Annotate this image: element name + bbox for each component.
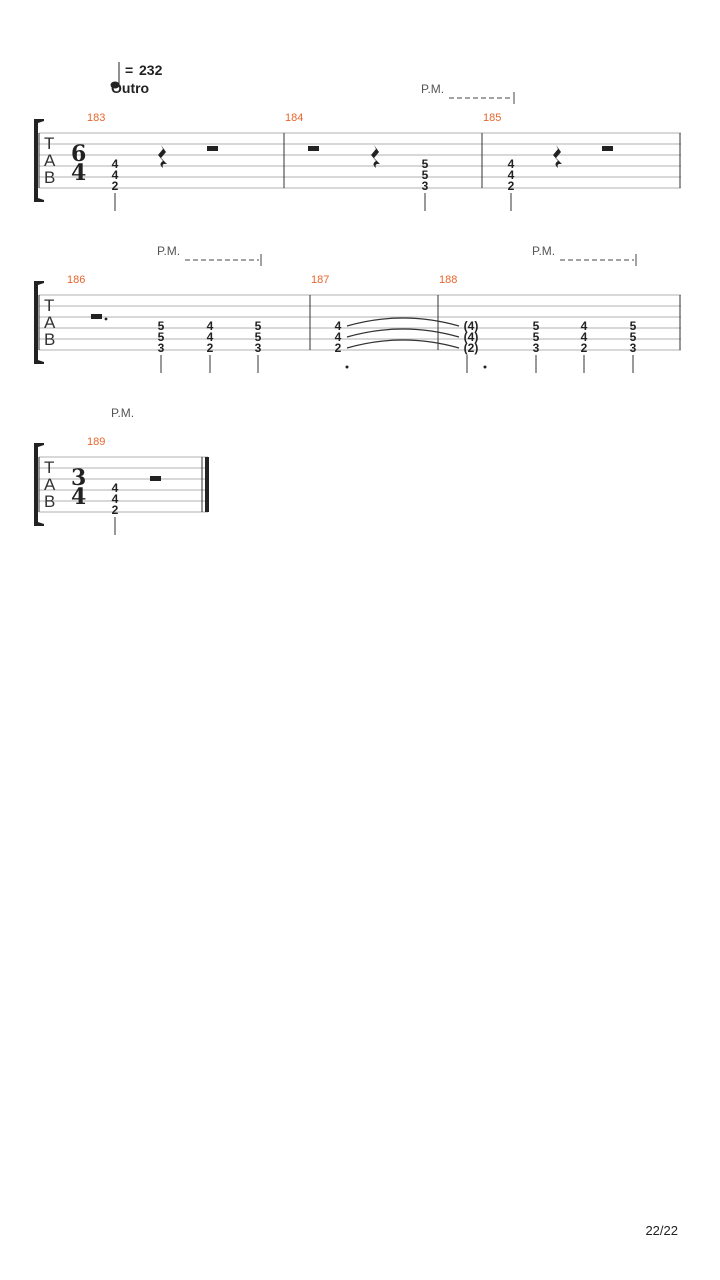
fret-number: 4 — [111, 481, 119, 495]
tab-letter-t: T — [44, 296, 55, 315]
tab-letter-a: A — [44, 151, 56, 170]
staff-lines — [39, 457, 208, 512]
fret-number: 4 — [206, 319, 214, 333]
tab-letter-a: A — [44, 313, 56, 332]
time-signature-numerator: 3 — [71, 465, 87, 491]
fret-number: 5 — [629, 319, 637, 333]
section-label: Outro — [111, 80, 150, 96]
fret-number: 2 — [334, 341, 342, 355]
tied-fret-number: (2) — [463, 341, 479, 355]
fret-number: 2 — [507, 179, 515, 193]
tab-letter-t: T — [44, 458, 55, 477]
fret-number: 4 — [334, 319, 342, 333]
quarter-rest-icon — [158, 145, 167, 168]
dotted-half-rest-icon — [91, 314, 102, 319]
palm-mute-label: P.M. — [157, 244, 181, 258]
fret-number: 2 — [111, 179, 119, 193]
page-number: 22/22 — [645, 1223, 678, 1238]
rest-dot — [105, 318, 108, 321]
fret-number: 2 — [206, 341, 214, 355]
palm-mute-label: P.M. — [532, 244, 556, 258]
fret-number: 4 — [111, 157, 119, 171]
fret-number: 4 — [334, 330, 342, 344]
tab-letter-b: B — [44, 330, 56, 349]
fret-number: 5 — [421, 157, 429, 171]
fret-number: 4 — [206, 330, 214, 344]
tie — [347, 340, 459, 348]
half-rest-icon — [150, 476, 161, 481]
fret-number: 3 — [157, 341, 165, 355]
fret-number: 5 — [629, 330, 637, 344]
fret-number: 5 — [157, 319, 165, 333]
duration-dot — [346, 366, 349, 369]
system-2 — [34, 244, 681, 373]
fret-number: 5 — [157, 330, 165, 344]
fret-number: 2 — [111, 503, 119, 517]
staff-lines — [39, 133, 681, 188]
fret-number: 3 — [629, 341, 637, 355]
quarter-rest-icon — [553, 145, 562, 168]
fret-number: 4 — [507, 157, 515, 171]
measure-number: 189 — [87, 436, 106, 448]
fret-number: 4 — [580, 330, 588, 344]
fret-number: 4 — [111, 168, 119, 182]
fret-number: 3 — [254, 341, 262, 355]
tab-letter-t: T — [44, 134, 55, 153]
tie — [347, 329, 459, 337]
measure-number: 185 — [483, 112, 502, 124]
measure-number: 184 — [285, 112, 304, 124]
tab-letter-a: A — [44, 475, 56, 494]
fret-number: 5 — [421, 168, 429, 182]
fret-number: 5 — [532, 319, 540, 333]
half-rest-icon — [602, 146, 613, 151]
measure-number: 186 — [67, 274, 86, 286]
tied-fret-number: (4) — [463, 330, 479, 344]
tab-letter-b: B — [44, 492, 56, 511]
time-signature-denominator: 4 — [71, 160, 87, 186]
fret-number: 3 — [421, 179, 429, 193]
fret-number: 4 — [507, 168, 515, 182]
tempo-bpm: 232 — [139, 62, 163, 78]
tempo-equals: = — [125, 62, 134, 78]
tied-fret-number: (4) — [463, 319, 479, 333]
half-rest-icon — [207, 146, 218, 151]
system-3 — [34, 406, 209, 535]
fret-number: 5 — [254, 319, 262, 333]
tab-letter-b: B — [44, 168, 56, 187]
fret-number: 2 — [580, 341, 588, 355]
time-signature-numerator: 6 — [71, 141, 87, 167]
tie — [347, 318, 459, 326]
fret-number: 5 — [254, 330, 262, 344]
fret-number: 4 — [580, 319, 588, 333]
quarter-rest-icon — [371, 145, 380, 168]
system-1 — [34, 82, 681, 211]
half-rest-icon — [308, 146, 319, 151]
duration-dot — [484, 366, 487, 369]
time-signature-denominator: 4 — [71, 484, 87, 510]
fret-number: 5 — [532, 330, 540, 344]
palm-mute-label: P.M. — [111, 406, 135, 420]
measure-number: 187 — [311, 274, 330, 286]
measure-number: 188 — [439, 274, 458, 286]
fret-number: 4 — [111, 492, 119, 506]
final-barline-thick — [205, 457, 209, 512]
fret-number: 3 — [532, 341, 540, 355]
palm-mute-label: P.M. — [421, 82, 445, 96]
measure-number: 183 — [87, 112, 106, 124]
